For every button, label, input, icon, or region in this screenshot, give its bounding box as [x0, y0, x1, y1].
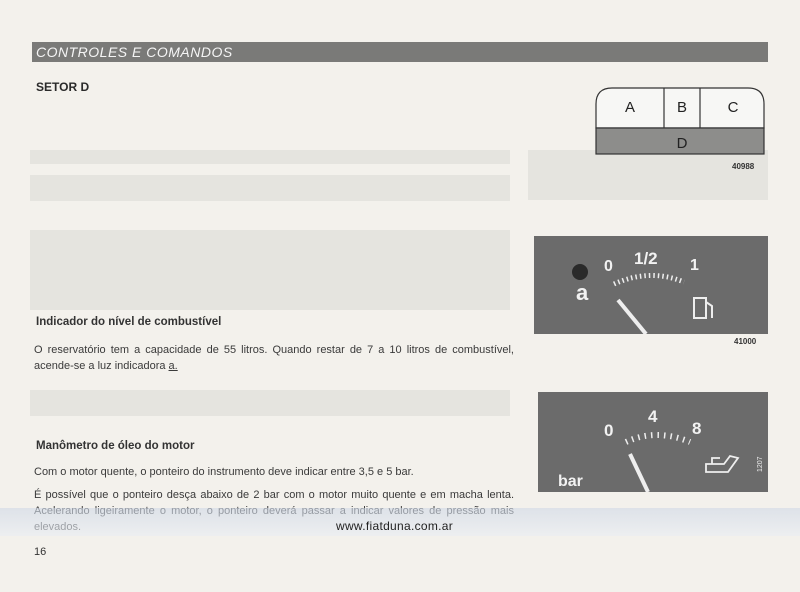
fuel-needle: [618, 300, 646, 334]
header-title: CONTROLES E COMANDOS: [36, 44, 233, 60]
bleed-through: [30, 230, 510, 310]
oil-needle: [630, 454, 648, 492]
fuel-paragraph: [34, 342, 514, 374]
bleed-through: [30, 175, 510, 201]
fuel-pump-icon: [694, 298, 712, 318]
diagram-label-b: B: [676, 99, 688, 116]
figure-number: 41000: [734, 337, 757, 346]
fuel-mark-1: 1: [690, 257, 699, 274]
diagram-label-d: D: [676, 135, 688, 152]
oil-mark-0: 0: [604, 421, 614, 440]
fuel-mark-0: 0: [604, 258, 613, 275]
fuel-heading: Indicador do nível de combustível: [36, 316, 222, 328]
panel-diagram: [590, 82, 770, 164]
figure-number: 1207: [757, 456, 764, 472]
oil-pressure-gauge: [538, 392, 768, 492]
oil-mark-8: 8: [692, 419, 702, 438]
oil-paragraph-1: Com o motor quente, o ponteiro do instrumento deve indicar entre 3,5 e 5 bar.: [34, 466, 414, 478]
bleed-through: [30, 150, 510, 164]
figure-number: 40988: [732, 162, 755, 171]
diagram-label-c: C: [727, 99, 739, 116]
fuel-lamp-label: a: [576, 280, 589, 305]
fuel-mark-half: 1/2: [634, 249, 658, 268]
oil-heading: Manômetro de óleo do motor: [36, 440, 195, 452]
fuel-warning-lamp: [572, 264, 588, 280]
fuel-indicator-ref: a.: [168, 360, 178, 372]
oil-paragraph-2: É possível que o ponteiro desça abaixo de 2 bar com o motor muito quente e em macha lenta.: [34, 489, 514, 501]
bleed-through: [30, 390, 510, 416]
page-number: 16: [34, 546, 47, 558]
oil-unit-label: bar: [558, 473, 583, 490]
oil-can-icon: [706, 456, 738, 472]
diagram-label-a: A: [624, 99, 636, 116]
website[interactable]: www.fiatduna.com.ar: [336, 519, 454, 533]
fuel-text: O reservatório tem a capacidade de 55 litros. Quando restar de 7 a 10 litros de combustível, acende-se a luz indicadora: [34, 344, 514, 372]
oil-mark-4: 4: [648, 407, 658, 426]
fuel-gauge: [534, 236, 768, 334]
section-title: SETOR D: [36, 80, 90, 94]
